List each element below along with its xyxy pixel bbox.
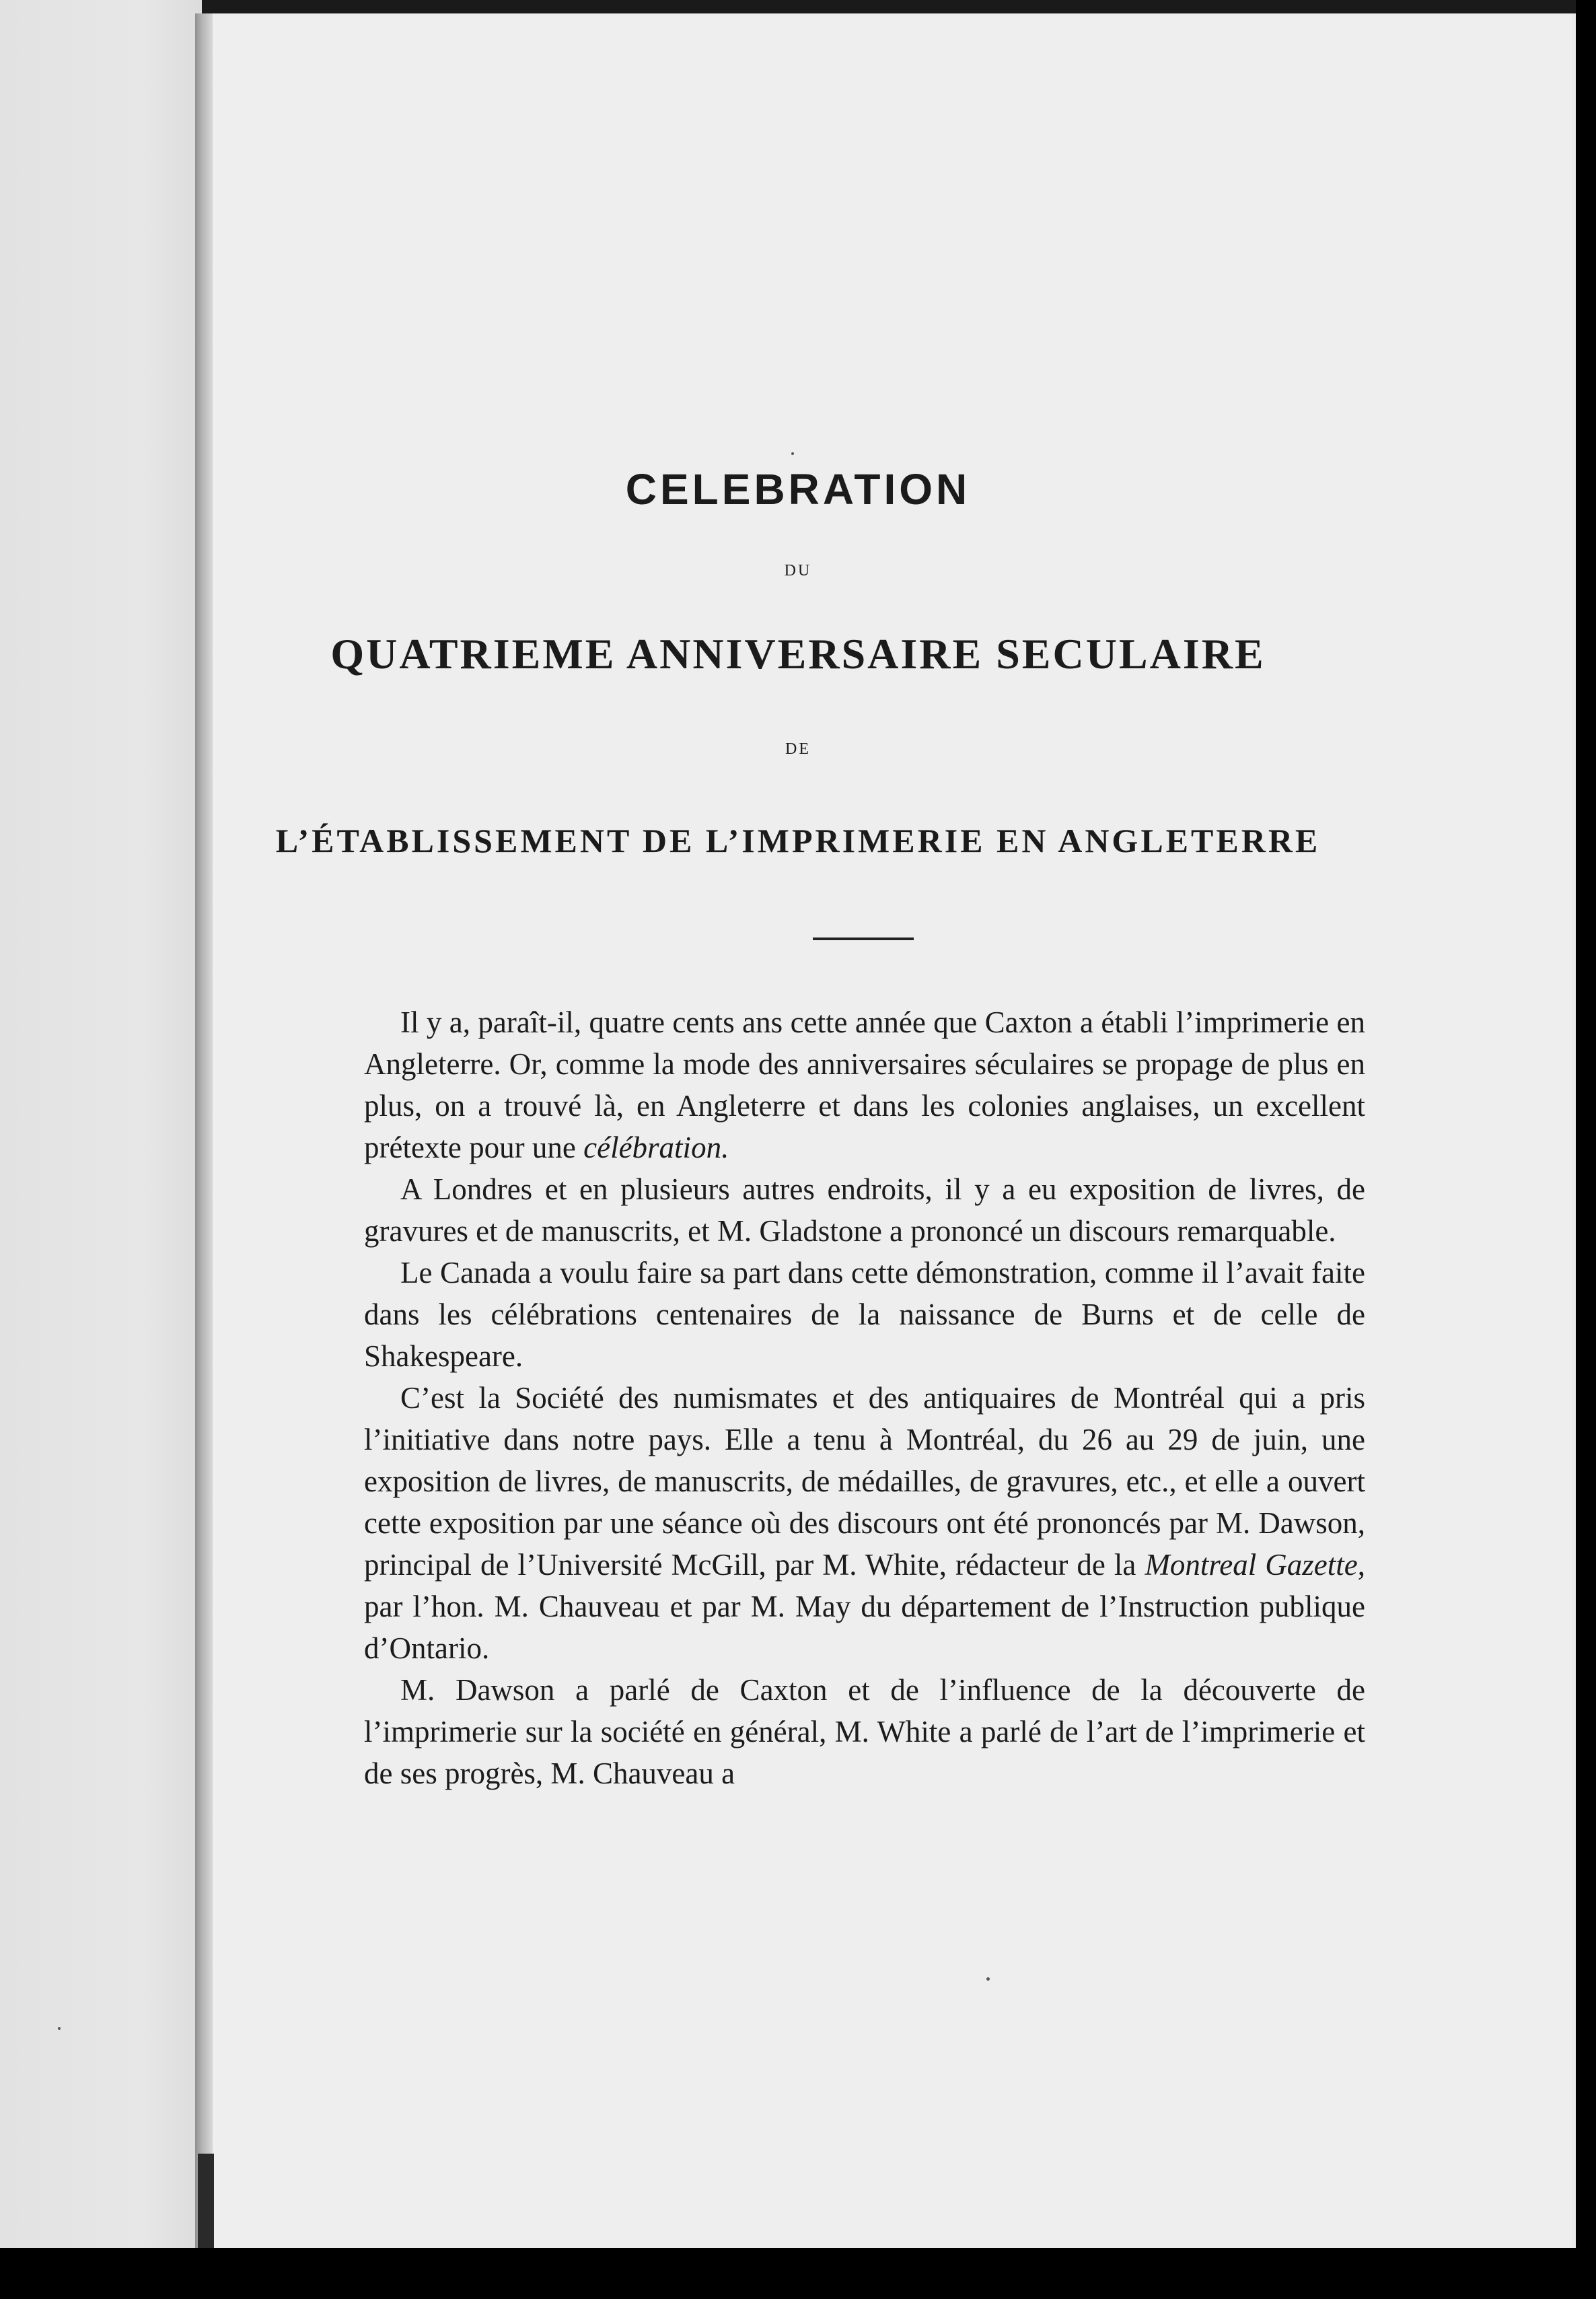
paragraph-4-text: C’est la Société des numismates et des antiquaires de Montréal qui a pris l’initiative dans notre pays. Elle a tenu à Montréal, du 26 au 29 de juin, une exposition de livres, de manuscrits, de médailles, de gravures, etc., et elle a ouvert cette exposition par une séance où des discours ont été prononcés par M. Dawson, principal de l’Université McGill, par M. White, rédacteur de la bbox=[364, 1381, 1365, 1582]
paper-speck bbox=[791, 452, 794, 455]
section-divider-rule bbox=[813, 938, 914, 940]
paragraph-4 bbox=[364, 1377, 1365, 1669]
paragraph-5: M. Dawson a parlé de Caxton et de l’influence de la découverte de l’imprimerie sur la société en général, M. White a parlé de l’art de l’imprimerie et de ses progrès, M. Chauveau a bbox=[364, 1673, 1365, 1790]
paragraph-2: A Londres et en plusieurs autres endroits, il y a eu exposition de livres, de gravures et de manuscrits, et M. Gladstone a prononcé un discours remarquable. bbox=[364, 1172, 1365, 1248]
paragraph-1-italic: célébration. bbox=[583, 1131, 729, 1164]
binding-gutter-dark-spot bbox=[198, 2154, 214, 2248]
heading-connector-de: DE bbox=[785, 740, 811, 758]
paragraph-4-tail: , par l’hon. M. Chauveau et par M. May du département de l’Instruction publique d’Ontario. bbox=[364, 1548, 1365, 1665]
paragraph-3: Le Canada a voulu faire sa part dans cette démonstration, comme il l’avait faite dans les célébrations centenaires de la naissance de Burns et de celle de Shakespeare. bbox=[364, 1256, 1365, 1373]
scan-top-border bbox=[202, 0, 1576, 13]
facing-page-edge bbox=[0, 0, 202, 2248]
paragraph-1-text: Il y a, paraît-il, quatre cents ans cette année que Caxton a établi l’imprimerie en Angleterre. Or, comme la mode des anniversaires séculaires se propage de plus en plus, on a trouvé là, en Angleterre et dans les colonies anglaises, un excellent prétexte pour une bbox=[364, 1005, 1365, 1164]
paragraph-1 bbox=[364, 1001, 1365, 1168]
heading-connector-du: DU bbox=[784, 562, 812, 579]
heading-line-etablissement: L’ÉTABLISSEMENT DE L’IMPRIMERIE EN ANGLETERRE bbox=[275, 822, 1321, 859]
binding-gutter-shadow bbox=[195, 13, 213, 2248]
heading-title: CELEBRATION bbox=[625, 465, 971, 514]
paragraph-4-italic: Montreal Gazette bbox=[1145, 1548, 1358, 1582]
body-text bbox=[364, 1001, 1365, 1794]
heading-line-anniversaire: QUATRIEME ANNIVERSAIRE SECULAIRE bbox=[330, 630, 1266, 678]
paper-speck bbox=[58, 2027, 61, 2030]
paper-speck bbox=[986, 1977, 990, 1981]
